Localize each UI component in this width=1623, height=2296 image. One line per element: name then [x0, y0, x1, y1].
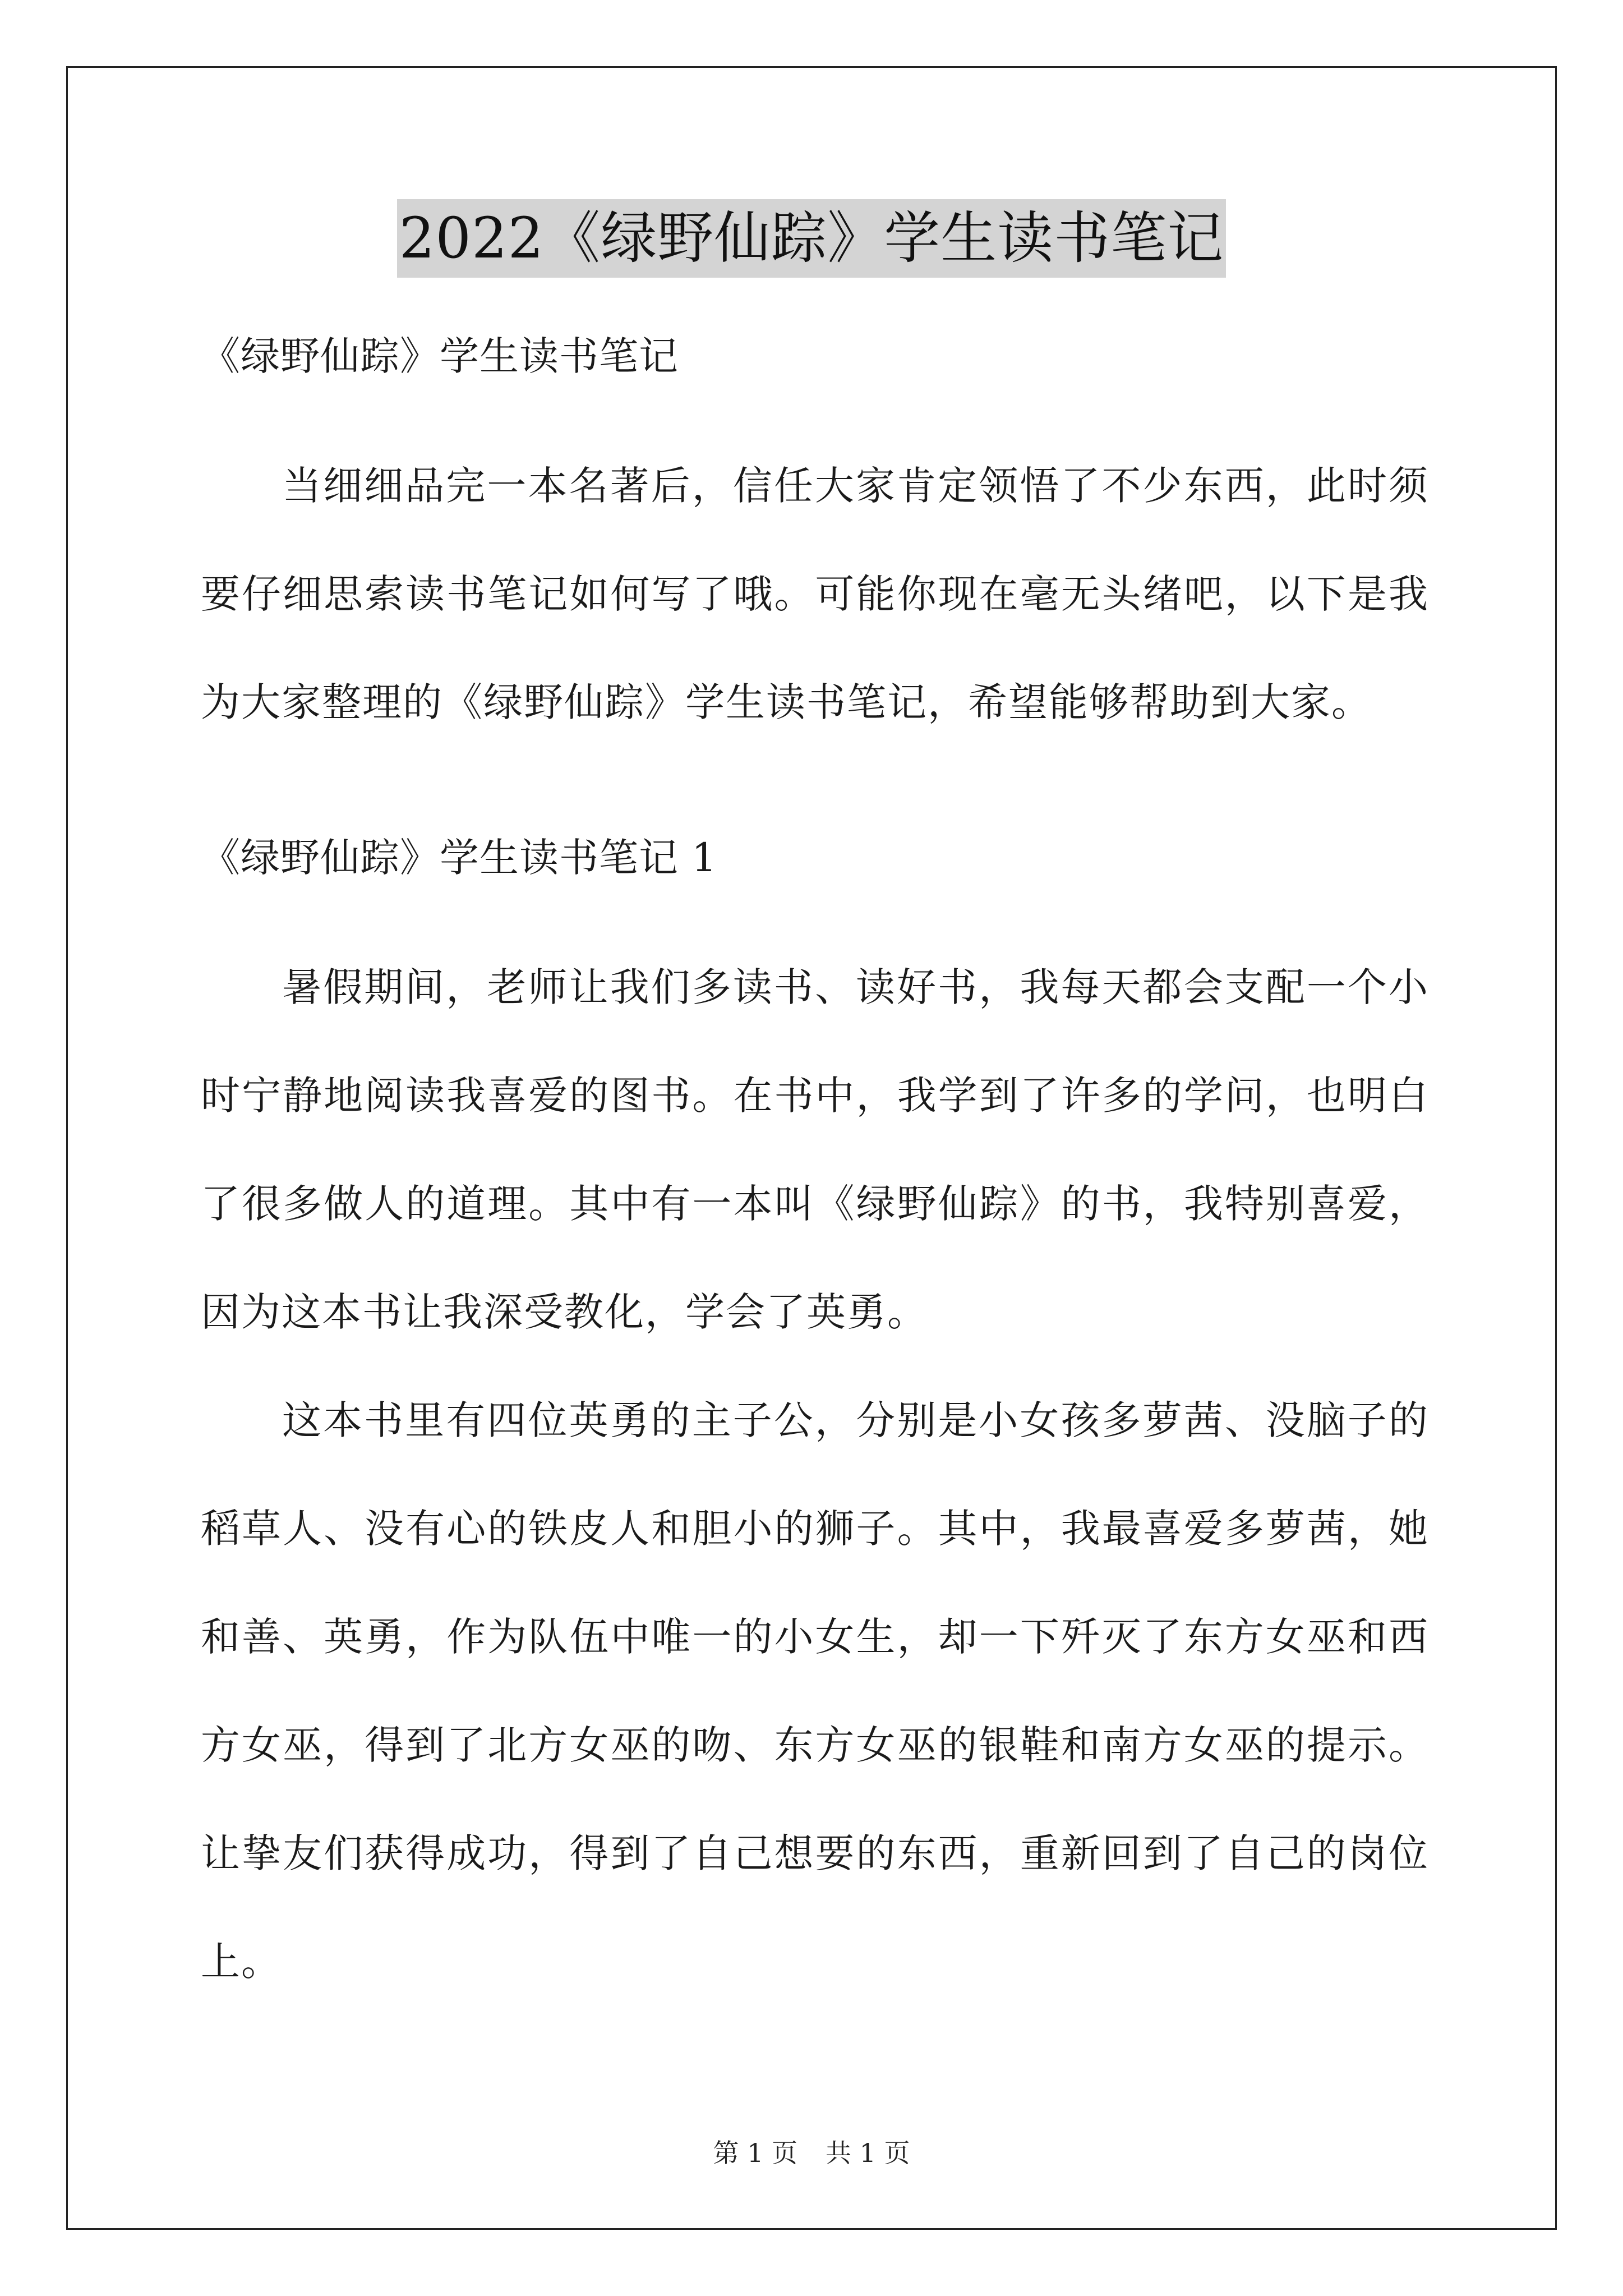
document-title: 2022《绿野仙踪》学生读书笔记	[397, 199, 1227, 278]
document-body	[201, 325, 1429, 2016]
page-total: 共 1 页	[826, 2138, 910, 2168]
subtitle: 《绿野仙踪》学生读书笔记	[201, 333, 679, 379]
title-wrap	[0, 199, 1623, 278]
page-footer	[0, 2136, 1623, 2170]
section-spacer	[201, 757, 1429, 827]
body-paragraph-1: 暑假期间，老师让我们多读书、读好书，我每天都会支配一个小时宁静地阅读我喜爱的图书。在书中，我学到了许多的学问，也明白了很多做人的道理。其中有一本叫《绿野仙踪》的书，我特别喜爱，因为这本书让我深受教化，学会了英勇。	[201, 964, 1429, 1335]
body-paragraph-2: 这本书里有四位英勇的主子公，分别是小女孩多萝茜、没脑子的稻草人、没有心的铁皮人和胆小的狮子。其中，我最喜爱多萝茜，她和善、英勇，作为队伍中唯一的小女生，却一下歼灭了东方女巫和西方女巫，得到了北方女巫的吻、东方女巫的银鞋和南方女巫的提示。让挚友们获得成功，得到了自己想要的东西，重新回到了自己的岗位上。	[201, 1397, 1429, 1985]
section-heading: 《绿野仙踪》学生读书笔记 1	[201, 835, 717, 881]
page-number: 第 1 页	[713, 2138, 797, 2168]
intro-paragraph: 当细细品完一本名著后，信任大家肯定领悟了不少东西，此时须要仔细思索读书笔记如何写了哦。可能你现在毫无头绪吧，以下是我为大家整理的《绿野仙踪》学生读书笔记，希望能够帮助到大家。	[201, 463, 1429, 725]
